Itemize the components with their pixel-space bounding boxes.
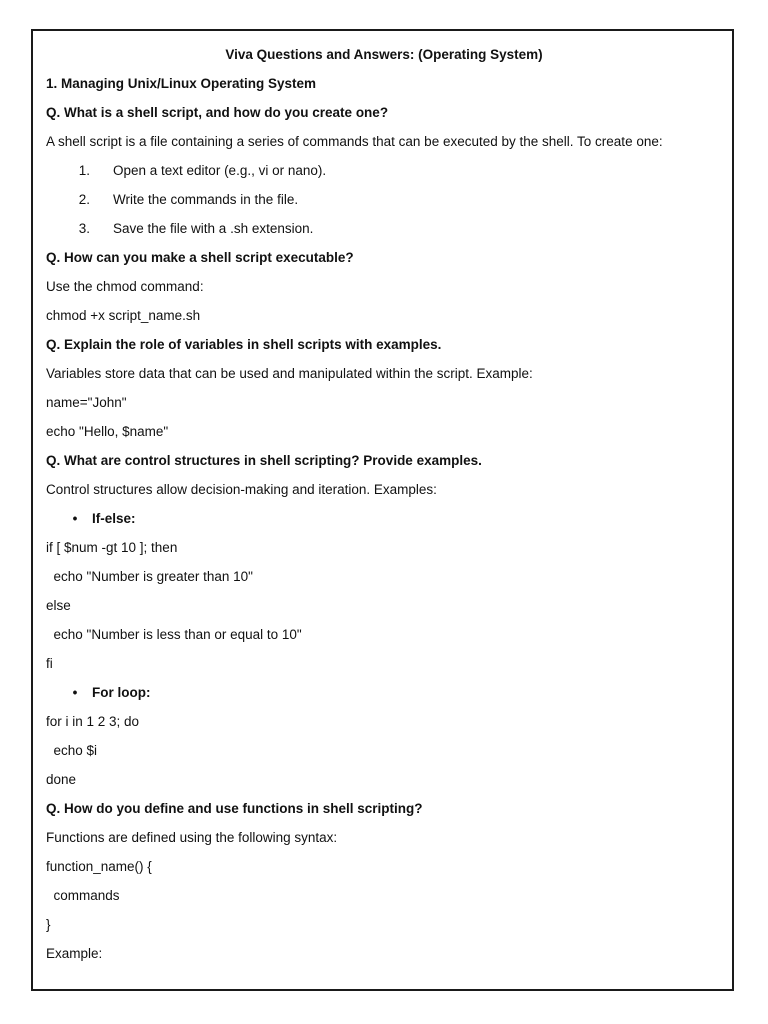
code-line: done [46, 772, 77, 787]
bullet-item-for-loop [46, 678, 722, 707]
code-line: if [ $num -gt 10 ]; then [46, 540, 178, 555]
code-line: else [46, 598, 71, 613]
answer-4: Control structures allow decision-making and iteration. Examples: [46, 482, 437, 497]
question-4: Q. What are control structures in shell scripting? Provide examples. [46, 453, 482, 468]
section-heading: 1. Managing Unix/Linux Operating System [46, 76, 317, 91]
bullet-icon: • [72, 511, 78, 526]
answer-2: Use the chmod command: [46, 279, 204, 294]
bullet-text: For loop: [92, 685, 151, 700]
list-number: 3. [78, 221, 90, 236]
code-line: } [46, 917, 51, 932]
code-line: commands [46, 888, 120, 903]
document-title: Viva Questions and Answers: (Operating System) [225, 47, 543, 62]
bullet-item-ifelse [46, 504, 722, 533]
list-item [46, 185, 722, 214]
code-line: echo "Hello, $name" [46, 424, 169, 439]
code-line: echo "Number is greater than 10" [46, 569, 253, 584]
bullet-icon: • [72, 685, 78, 700]
document-body [46, 40, 722, 968]
list-text: Open a text editor (e.g., vi or nano). [113, 163, 327, 178]
list-item [46, 214, 722, 243]
question-1: Q. What is a shell script, and how do you create one? [46, 105, 389, 120]
code-line: chmod +x script_name.sh [46, 308, 201, 323]
list-item [46, 156, 722, 185]
question-5: Q. How do you define and use functions in shell scripting? [46, 801, 423, 816]
code-line: echo $i [46, 743, 98, 758]
code-line: for i in 1 2 3; do [46, 714, 140, 729]
example-label: Example: [46, 946, 103, 961]
answer-5: Functions are defined using the following syntax: [46, 830, 338, 845]
bullet-text: If-else: [92, 511, 136, 526]
list-number: 2. [78, 192, 90, 207]
code-line: name="John" [46, 395, 127, 410]
list-number: 1. [78, 163, 90, 178]
code-line: echo "Number is less than or equal to 10" [46, 627, 302, 642]
answer-3: Variables store data that can be used and manipulated within the script. Example: [46, 366, 533, 381]
code-line: fi [46, 656, 53, 671]
list-text: Save the file with a .sh extension. [113, 221, 314, 236]
question-2: Q. How can you make a shell script executable? [46, 250, 354, 265]
answer-1: A shell script is a file containing a series of commands that can be executed by the shell. To create one: [46, 134, 663, 149]
list-text: Write the commands in the file. [113, 192, 299, 207]
code-line: function_name() { [46, 859, 152, 874]
question-3: Q. Explain the role of variables in shell scripts with examples. [46, 337, 442, 352]
